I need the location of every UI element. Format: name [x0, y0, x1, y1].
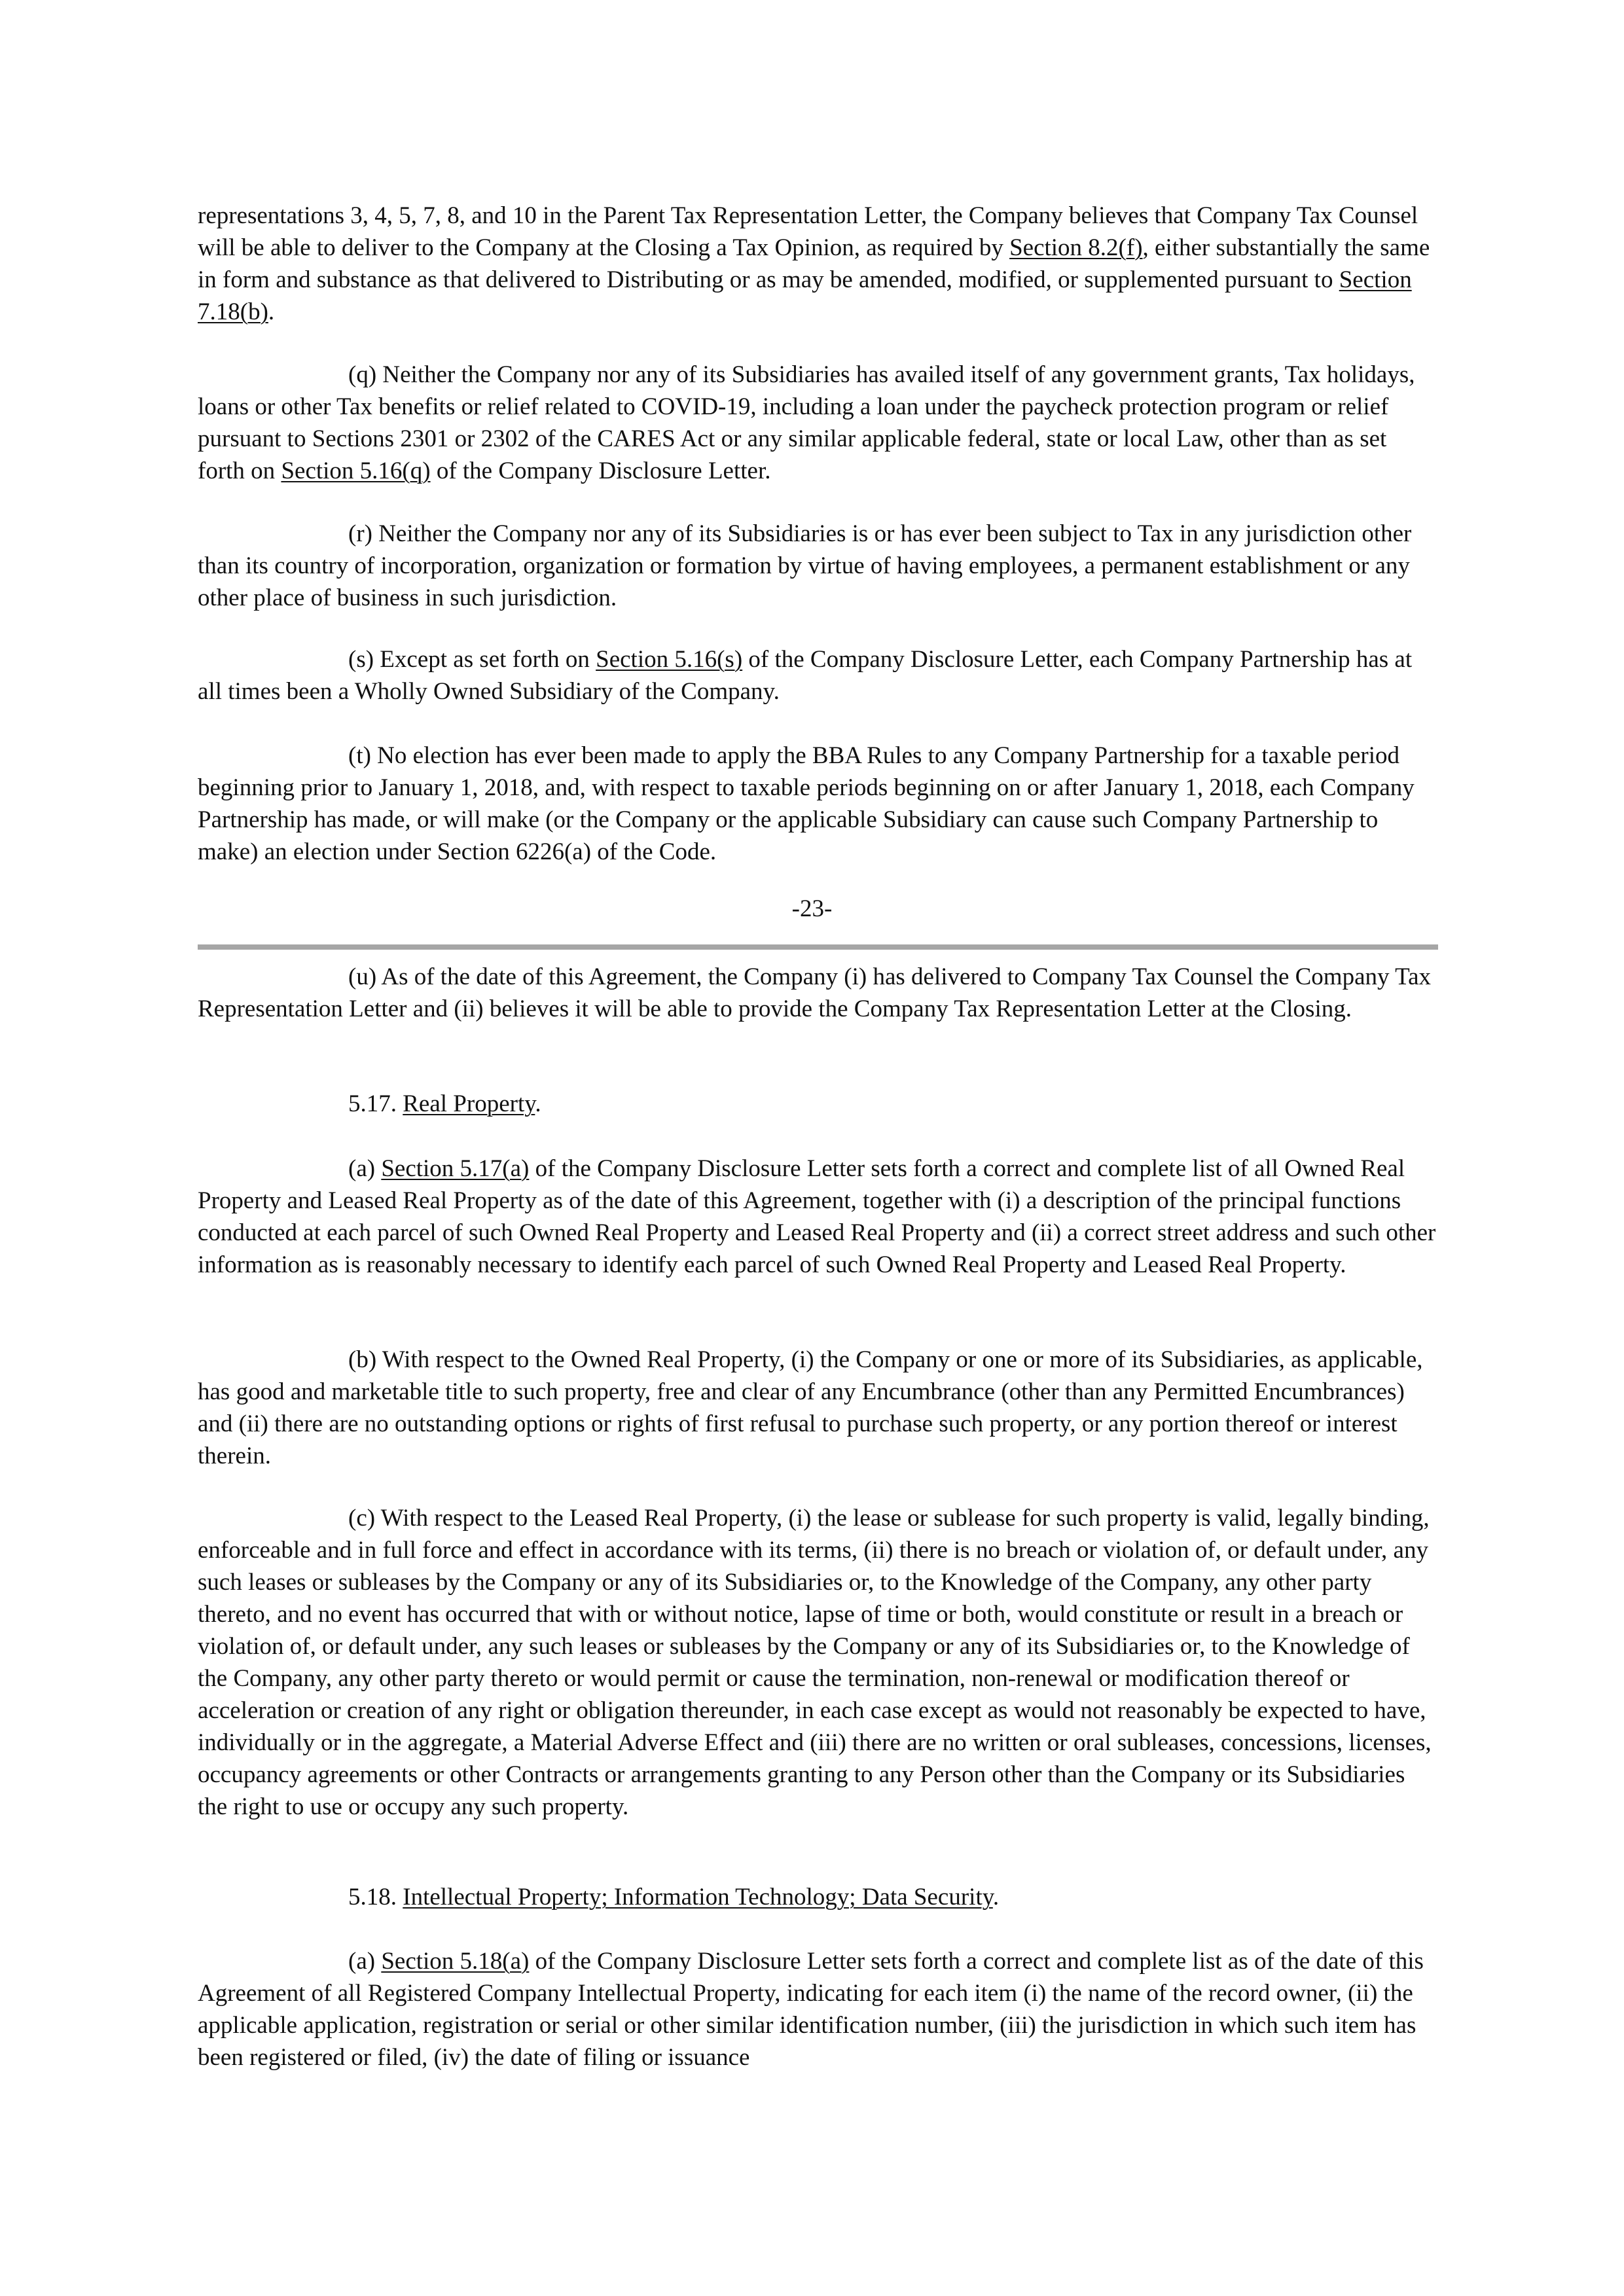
- text-run: of the Company Disclosure Letter, each Company Partnership has at all times been a Wholly Owned Subsidiary of the Company.: [198, 646, 1413, 705]
- text-run: .: [268, 298, 275, 325]
- text-run: representations 3, 4, 5, 7, 8, and 10 in the Parent Tax Representation Letter, the Company believes that Company Tax Counsel will be able to deliver to the Company at the Closing a Tax Opinion, as required by: [198, 202, 1418, 261]
- section-reference-link[interactable]: Section 8.2(f): [1009, 234, 1143, 261]
- section-reference-link[interactable]: Section 7.18(b): [198, 266, 1412, 325]
- paragraph-text: [198, 518, 1438, 614]
- section-heading: [198, 1881, 1438, 1913]
- text-run: of the Company Disclosure Letter sets forth a correct and complete list as of the date of this Agreement of all Registered Company Intellectual Property, indicating for each item (i) the name of the record owner, (ii) the applicable application, registration or serial or other similar identification number, (iii) the jurisdiction in which such item has been registered or filed, (iv) the date of filing or issuance: [198, 1948, 1424, 2071]
- clause-5-17-c: [198, 1502, 1438, 1823]
- text-run: of the Company Disclosure Letter sets forth a correct and complete list of all Owned Real Property and Leased Real Property as of the date of this Agreement, together with (i) a description of the principal functions conducted at each parcel of such Owned Real Property and Leased Real Property and (ii) a correct street address and such other information as is reasonably necessary to identify each parcel of such Owned Real Property and Leased Real Property.: [198, 1155, 1436, 1278]
- section-number: 5.17.: [348, 1090, 403, 1117]
- section-number: 5.18.: [348, 1884, 403, 1910]
- page-number: -23-: [791, 895, 833, 922]
- section-heading-5-18: [198, 1881, 1438, 1913]
- clause-s: [198, 643, 1438, 708]
- text-run: (c) With respect to the Leased Real Property, (i) the lease or sublease for such property is valid, legally binding, enforceable and in full force and effect in accordance with its terms, (ii) there is no breach or violation of, or default under, any such leases or subleases by the Company or any of its Subsidiaries or, to the Knowledge of the Company, any other party thereto, and no event has occurred that with or without notice, lapse of time or both, would constitute or result in a breach or violation of, or default under, any such leases or subleases by the Company or any of its Subsidiaries or, to the Knowledge of the Company, any other party thereto or would permit or cause the termination, non-renewal or modification thereof or acceleration or creation of any right or obligation thereunder, in each case except as would not reasonably be expected to have, individually or in the aggregate, a Material Adverse Effect and (iii) there are no written or oral subleases, concessions, licenses, occupancy agreements or other Contracts or arrangements granting to any Person other than the Company or its Subsidiaries the right to use or occupy any such property.: [198, 1505, 1432, 1820]
- section-title: Intellectual Property; Information Technology; Data Security: [403, 1884, 993, 1910]
- section-reference-link[interactable]: Section 5.16(q): [281, 457, 431, 484]
- paragraph-text: [198, 1344, 1438, 1472]
- clause-5-17-a: [198, 1153, 1438, 1281]
- clause-t: [198, 740, 1438, 868]
- clause-5-18-a: [198, 1945, 1438, 2073]
- clause-r: [198, 518, 1438, 614]
- text-run: of the Company Disclosure Letter.: [430, 457, 771, 484]
- section-heading: [198, 1088, 1438, 1120]
- text-run: (a): [348, 1155, 382, 1182]
- section-reference-link[interactable]: Section 5.16(s): [596, 646, 743, 673]
- paragraph-text: [198, 643, 1438, 708]
- clause-q: [198, 359, 1438, 487]
- paragraph-text: [198, 359, 1438, 487]
- paragraph-text: [198, 740, 1438, 868]
- continued-paragraph: [198, 200, 1438, 328]
- paragraph-text: [198, 961, 1438, 1025]
- text-run: .: [535, 1090, 541, 1117]
- text-run: (s) Except as set forth on: [348, 646, 596, 673]
- clause-u: [198, 961, 1438, 1025]
- section-heading-5-17: [198, 1088, 1438, 1120]
- text-run: , either substantially the same in form and substance as that delivered to Distributing or as may be amended, modified, or supplemented pursuant to: [198, 234, 1430, 293]
- paragraph-text: [198, 1153, 1438, 1281]
- paragraph-text: [198, 200, 1438, 328]
- section-reference-link[interactable]: Section 5.18(a): [381, 1948, 530, 1975]
- section-title: Real Property: [403, 1090, 535, 1117]
- text-run: (t) No election has ever been made to apply the BBA Rules to any Company Partnership for a taxable period beginning prior to January 1, 2018, and, with respect to taxable periods beginning on or after January 1, 2018, each Company Partnership has made, or will make (or the Company or the applicable Subsidiary can cause such Company Partnership to make) an election under Section 6226(a) of the Code.: [198, 742, 1415, 865]
- paragraph-text: [198, 1502, 1438, 1823]
- clause-5-17-b: [198, 1344, 1438, 1472]
- page-separator: [198, 944, 1438, 950]
- paragraph-text: [198, 1945, 1438, 2073]
- text-run: (b) With respect to the Owned Real Property, (i) the Company or one or more of its Subsidiaries, as applicable, has good and marketable title to such property, free and clear of any Encumbrance (other than any Permitted Encumbrances) and (ii) there are no outstanding options or rights of first refusal to purchase such property, or any portion thereof or interest therein.: [198, 1346, 1423, 1469]
- text-run: (u) As of the date of this Agreement, the Company (i) has delivered to Company Tax Counsel the Company Tax Representation Letter and (ii) believes it will be able to provide the Company Tax Representation Letter at the Closing.: [198, 963, 1432, 1022]
- text-run: (q) Neither the Company nor any of its Subsidiaries has availed itself of any government grants, Tax holidays, loans or other Tax benefits or relief related to COVID-19, including a loan under the paycheck protection program or relief pursuant to Sections 2301 or 2302 of the CARES Act or any similar applicable federal, state or local Law, other than as set forth on: [198, 361, 1415, 484]
- section-reference-link[interactable]: Section 5.17(a): [381, 1155, 530, 1182]
- text-run: .: [992, 1884, 1000, 1910]
- text-run: (r) Neither the Company nor any of its Subsidiaries is or has ever been subject to Tax in any jurisdiction other than its country of incorporation, organization or formation by virtue of having employees, a permanent establishment or any other place of business in such jurisdiction.: [198, 520, 1412, 611]
- text-run: (a): [348, 1948, 382, 1975]
